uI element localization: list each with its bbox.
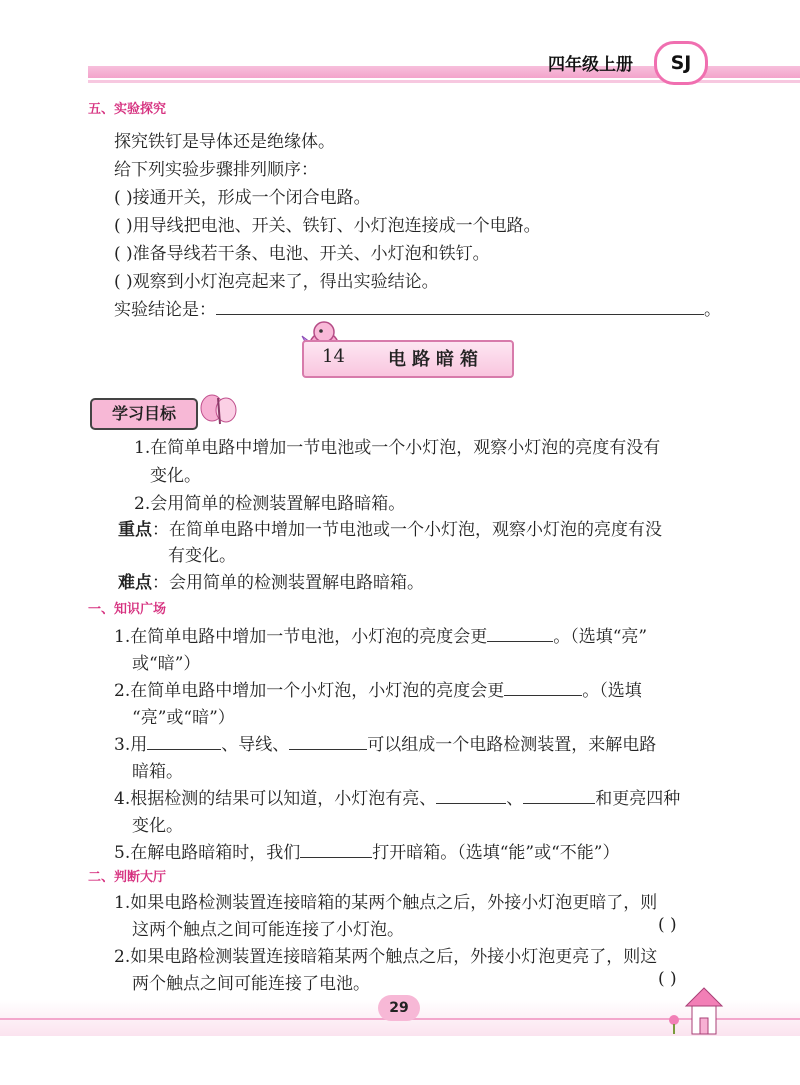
goal-item-2: 2.会用简单的检测装置解电路暗箱。 (134, 494, 406, 514)
grade-label: 四年级上册 (548, 55, 633, 75)
question-2 (114, 676, 642, 701)
step-paren[interactable]: ( ) (114, 244, 133, 264)
section-heading-experiment: 五、实验探究 (88, 102, 167, 117)
question-5 (114, 838, 620, 863)
question-text: 3.用 (114, 735, 148, 755)
conclusion-end: 。 (704, 300, 721, 320)
answer-blank[interactable] (300, 856, 372, 858)
question-text: 、 (506, 789, 524, 809)
difficulty-point (118, 568, 424, 593)
judgement-2-answer[interactable]: ( ) (658, 969, 677, 989)
key-point-text: ：在简单电路中增加一节电池或一个小灯泡，观察小灯泡的亮度有没 (152, 520, 662, 540)
question-text: 。（选填“亮” (553, 627, 648, 647)
judgement-1-answer[interactable]: ( ) (658, 915, 677, 935)
question-text: 2.在简单电路中增加一个小灯泡，小灯泡的亮度会更 (114, 681, 505, 701)
question-2-cont: “亮”或“暗”） (132, 708, 235, 728)
step-text: 接通开关，形成一个闭合电路。 (132, 188, 371, 208)
step-text: 用导线把电池、开关、铁钉、小灯泡连接成一个电路。 (132, 216, 541, 236)
answer-blank[interactable] (487, 640, 553, 642)
question-text: 、导线、 (221, 735, 290, 755)
key-point-cont: 有变化。 (168, 546, 236, 566)
step-paren[interactable]: ( ) (114, 188, 133, 208)
answer-blank[interactable] (523, 802, 595, 804)
question-3-cont: 暗箱。 (132, 762, 183, 782)
goal-item-1-cont: 变化。 (150, 466, 201, 486)
step-text: 观察到小灯泡亮起来了，得出实验结论。 (132, 272, 439, 292)
question-text: 。（选填 (582, 681, 642, 701)
question-text: 打开暗箱。（选填“能”或“不能”） (372, 843, 620, 863)
answer-blank[interactable] (436, 802, 506, 804)
question-text: 和更亮四种 (595, 789, 681, 809)
key-point (118, 515, 662, 540)
answer-blank[interactable] (504, 694, 582, 696)
lesson-number: 14 (322, 346, 345, 367)
goal-item-1: 1.在简单电路中增加一节电池或一个小灯泡，观察小灯泡的亮度有没有 (134, 438, 661, 458)
conclusion-label: 实验结论是： (114, 300, 216, 320)
step-paren[interactable]: ( ) (114, 216, 133, 236)
step-text: 准备导线若干条、电池、开关、小灯泡和铁钉。 (132, 244, 490, 264)
question-1-cont: 或“暗”） (132, 654, 201, 674)
section-heading-knowledge: 一、知识广场 (88, 602, 167, 617)
conclusion-row (114, 295, 721, 320)
experiment-topic: 探究铁钉是导体还是绝缘体。 (114, 132, 335, 152)
page-number: 29 (378, 995, 420, 1021)
question-text: 可以组成一个电路检测装置，来解电路 (367, 735, 657, 755)
step-paren[interactable]: ( ) (114, 272, 133, 292)
question-text: 5.在解电路暗箱时，我们 (114, 843, 301, 863)
lesson-title: 电路暗箱 (388, 349, 484, 370)
judgement-1: 1.如果电路检测装置连接暗箱的某两个触点之后，外接小灯泡更暗了，则 (114, 893, 658, 913)
goals-heading: 学习目标 (90, 398, 198, 430)
step-row (114, 267, 439, 292)
judgement-2-cont: 两个触点之间可能连接了电池。 (132, 974, 370, 994)
answer-blank[interactable] (289, 748, 367, 750)
edition-badge: SJ (654, 41, 708, 85)
judgement-2: 2.如果电路检测装置连接暗箱某两个触点之后，外接小灯泡更亮了，则这 (114, 947, 658, 967)
section-heading-judgement: 二、判断大厅 (88, 870, 167, 885)
question-3 (114, 730, 656, 755)
butterfly-icon (198, 392, 238, 428)
mushroom-house-icon (664, 984, 746, 1036)
conclusion-blank[interactable] (216, 313, 704, 315)
answer-blank[interactable] (147, 748, 221, 750)
difficulty-text: ：会用简单的检测装置解电路暗箱。 (152, 573, 424, 593)
question-text: 4.根据检测的结果可以知道，小灯泡有亮、 (114, 789, 437, 809)
question-4-cont: 变化。 (132, 816, 183, 836)
step-row (114, 211, 541, 236)
difficulty-label: 难点 (118, 573, 152, 593)
judgement-1-cont: 这两个触点之间可能连接了小灯泡。 (132, 920, 404, 940)
step-row (114, 239, 490, 264)
key-point-label: 重点 (118, 520, 152, 540)
question-text: 1.在简单电路中增加一节电池，小灯泡的亮度会更 (114, 627, 488, 647)
question-1 (114, 622, 647, 647)
experiment-instruction: 给下列实验步骤排列顺序： (114, 160, 318, 180)
step-row (114, 183, 371, 208)
question-4 (114, 784, 680, 809)
